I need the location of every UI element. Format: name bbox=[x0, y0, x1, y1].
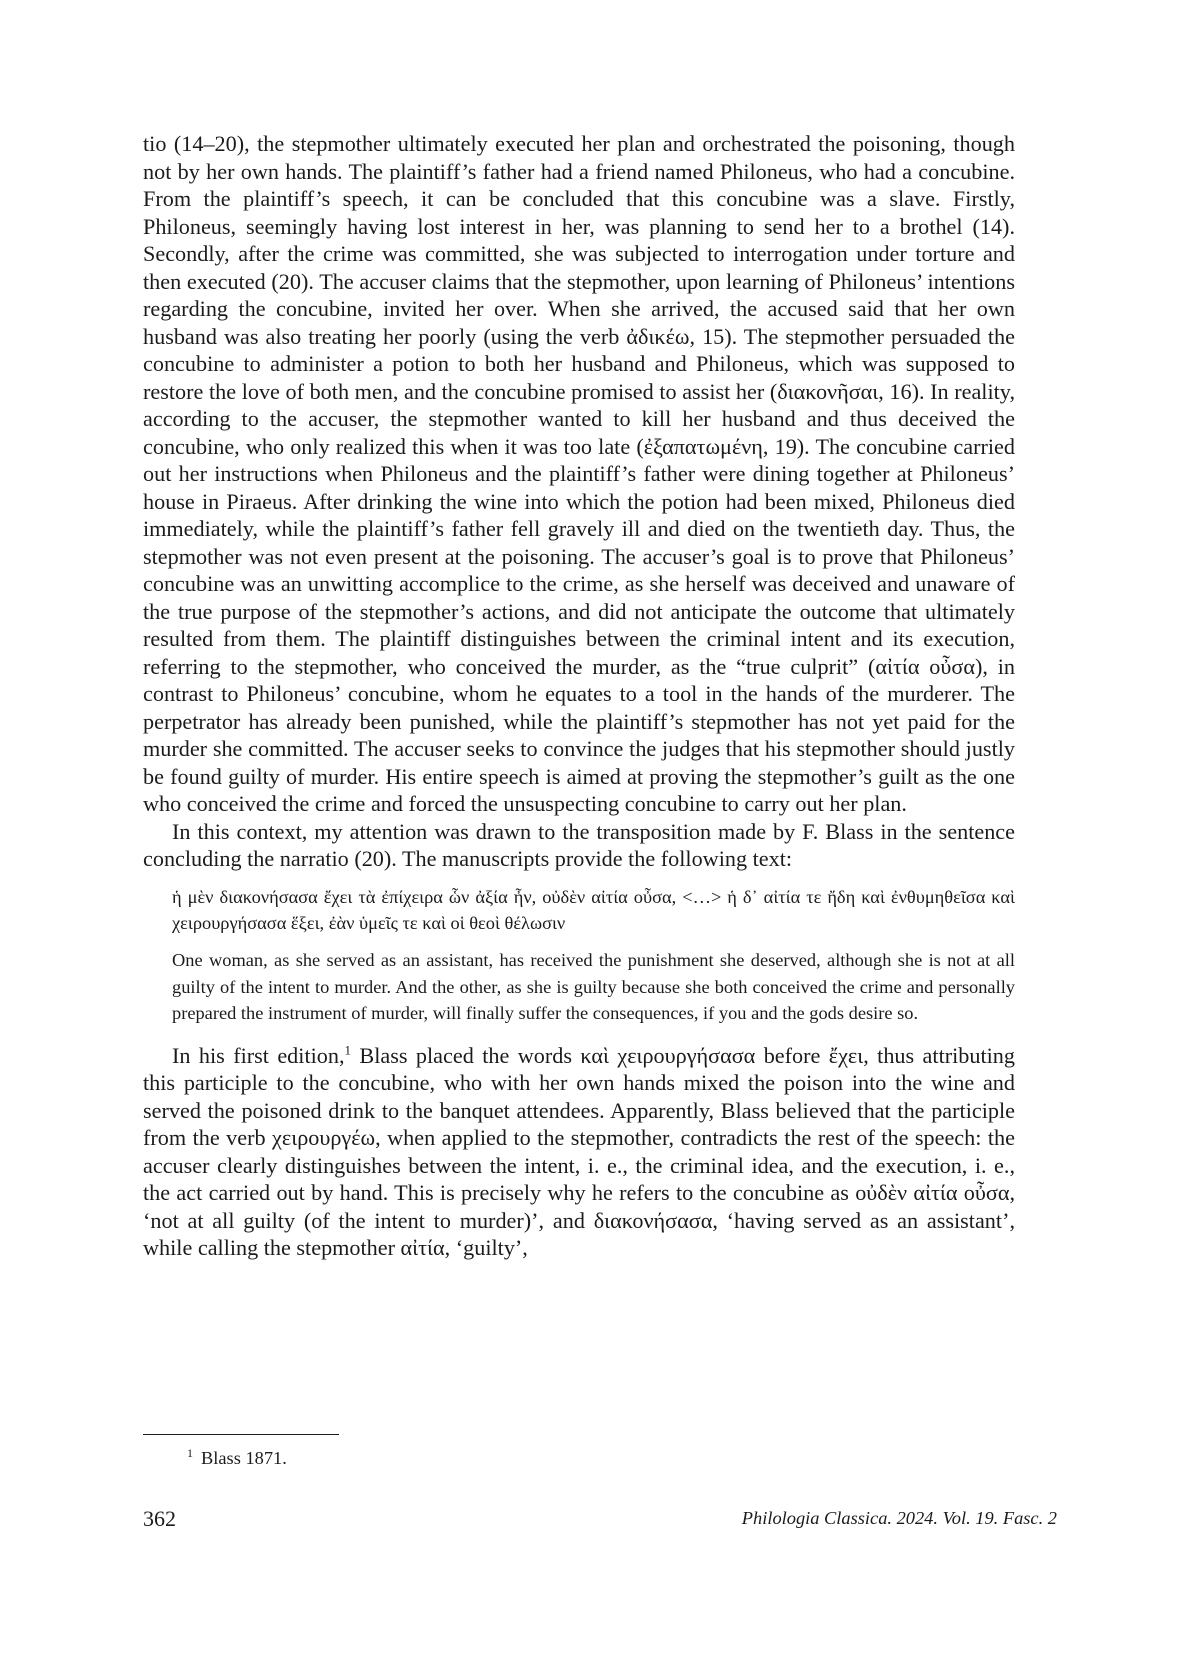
paragraph-narratio-summary: tio (14–20), the stepmother ultimately executed her plan and orchestrated the poisoning, though not by her own hands. The plaintiff’s father had a friend named Philoneus, who had a concubine. From the plaintiff’s speech, it can be concluded that this concubine was a slave. Firstly, Philoneus, seemingly having lost interest in her, was planning to send her to a brothel (14). Secondly, after the crime was committed, she was subjected to interrogation under torture and then executed (20). The accuser claims that the stepmother, upon learning of Philoneus’ intentions regarding the concubine, invited her over. When she arrived, the accused said that her own husband was also treating her poorly (using the verb ἀδικέω, 15). The stepmother persuaded the concubine to administer a potion to both her husband and Philoneus, which was supposed to restore the love of both men, and the concubine promised to assist her (διακονῆσαι, 16). In reality, according to the accuser, the stepmother wanted to kill her husband and thus deceived the concubine, who only realized this when it was too late (ἐξαπατωμένη, 19). The concubine carried out her instructions when Philoneus and the plaintiff’s father were dining together at Philoneus’ house in Piraeus. After drinking the wine into which the potion had been mixed, Philoneus died immediately, while the plaintiff’s father fell gravely ill and died on the twentieth day. Thus, the stepmother was not even present at the poisoning. The accuser’s goal is to prove that Philoneus’ concubine was an unwitting accomplice to the crime, as she herself was deceived and unaware of the true purpose of the stepmother’s actions, and did not anticipate the outcome that ultimately resulted from them. The plaintiff distinguishes between the criminal intent and its execution, referring to the stepmother, who conceived the murder, as the “true culprit” (αἰτία οὖσα), in contrast to Philoneus’ concubine, whom he equates to a tool in the hands of the murderer. The perpetrator has already been punished, while the plaintiff’s stepmother has not yet paid for the murder she committed. The accuser seeks to convince the judges that his stepmother should justly be found guilty of murder. His entire speech is aimed at proving the stepmother’s guilt as the one who conceived the crime and forced the unsuspecting concubine to carry out her plan. bbox=[143, 131, 1015, 816]
footnote bbox=[187, 1445, 287, 1469]
footnote-text: Blass 1871. bbox=[201, 1448, 287, 1468]
main-text bbox=[143, 130, 1015, 1262]
greek-quote: ἡ μὲν διακονήσασα ἔχει τὰ ἐπίχειρα ὧν ἀξία ἦν, οὐδὲν αἰτία οὖσα, <…> ἡ δ᾿ αἰτία τε ἤδη καὶ ἐνθυμηθεῖσα καὶ χειρουργήσασα ἕξει, ἐὰν ὑμεῖς τε καὶ οἱ θεοὶ θέλωσιν bbox=[172, 886, 1015, 933]
journal-citation: Philologia Classica. 2024. Vol. 19. Fasc. 2 bbox=[741, 1508, 1057, 1528]
translation-quote: One woman, as she served as an assistant, has received the punishment she deserved, although she is not at all guilty of the intent to murder. And the other, as she is guilty because she both conceived the crime and personally prepared the instrument of murder, will finally suffer the consequences, if you and the gods desire so. bbox=[172, 950, 1015, 1024]
paragraph-lead-text: In his first edition, bbox=[172, 1042, 345, 1068]
paragraph-rest-text: Blass placed the words καὶ χειρουργήσασα before ἔχει, thus attributing this participle to the concubine, who with her own hands mixed the poison into the wine and served the poisoned drink to the banquet attendees. Apparently, Blass believed that the participle from the verb χειρουργέω, when applied to the stepmother, contradicts the rest of the speech: the accuser clearly distinguishes between the intent, i. e., the criminal idea, and the execution, i. e., the act carried out by hand. This is precisely why he refers to the concubine as οὐδὲν αἰτία οὖσα, ‘not at all guilty (of the intent to murder)’, and διακονήσασα, ‘having served as an assistant’, while calling the stepmother αἰτία, ‘guilty’, bbox=[143, 1042, 1016, 1261]
page-number: 362 bbox=[143, 1506, 176, 1531]
footnote-number: 1 bbox=[187, 1445, 193, 1460]
footnote-reference[interactable]: 1 bbox=[344, 1042, 352, 1058]
paragraph-transposition-intro: In this context, my attention was drawn to the transposition made by F. Blass in the sentence concluding the narratio (20). The manuscripts provide the following text: bbox=[143, 818, 1015, 871]
paragraph-blass-edition bbox=[143, 1042, 1015, 1262]
footnote-divider bbox=[143, 1434, 339, 1435]
